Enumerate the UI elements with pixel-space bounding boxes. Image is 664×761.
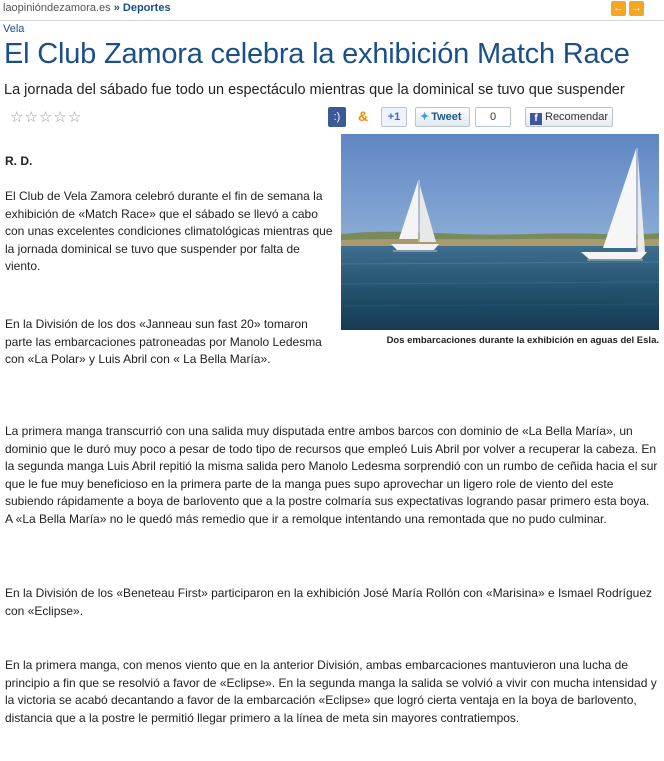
breadcrumb bbox=[3, 2, 171, 14]
tweet-count: 0 bbox=[475, 107, 511, 127]
article-photo bbox=[341, 134, 659, 330]
arrow-left-icon[interactable]: ← bbox=[613, 2, 624, 14]
paragraph: La primera manga transcurrió con una salida muy disputada entre ambos barcos con dominio de «La Bella María», un dominio que le duró muy poco a pesar de todo tipo de recursos que empleó Luis Abril por volver a recuperar la cabeza. En la segunda manga Luis Abril repitió la misma salida pero Manolo Ledesma sorprendió con un rumbo de ceñida hacia el sur que le fue muy beneficioso en la primera parte de la manga pues supo aprovechar un ligero role de viento del este subiendo rápidamente a boya de barlovento que a la postre colmaría sus expectativas logrando pasar primero esta boya. A «La Bella María» no le quedó más remedio que ir a remolque intentando una remontada que no pudo culminar. bbox=[5, 424, 658, 526]
twitter-bird-icon: ✦ bbox=[420, 111, 430, 123]
facebook-recommend-button[interactable] bbox=[525, 107, 613, 127]
article-author: R. D. bbox=[5, 154, 33, 168]
sailboats-photo bbox=[341, 134, 659, 330]
facebook-recommend-label: Recomendar bbox=[545, 111, 608, 123]
breadcrumb-section[interactable]: Deportes bbox=[122, 2, 171, 14]
divider bbox=[0, 20, 664, 21]
star-icon[interactable]: ☆ bbox=[24, 109, 38, 126]
tweet-button[interactable] bbox=[415, 107, 470, 127]
paragraph: En la primera manga, con menos viento que en la anterior División, ambas embarcaciones mantuvieron una lucha de principio a fin que se resolvió a favor de «Eclipse». En la segunda manga la salida se volvió a vivir con mucha intensidad y la victoria se acabó decantando a favor de la embarcación «Eclipse» que logró cierta ventaja en la boya de barlovento, distancia que a la postre le permitió llegar primero a la línea de meta sin mayores contratiempos. bbox=[5, 658, 657, 725]
star-icon[interactable]: ☆ bbox=[38, 109, 53, 126]
rating-stars[interactable] bbox=[10, 108, 82, 127]
paragraph: El Club de Vela Zamora celebró durante el fin de semana la exhibición de «Match Race» que el sábado se llevó a cabo con unas excelentes condiciones climatológicas mientras que la jornada dominical se tuvo que suspender por falta de viento. bbox=[5, 189, 333, 273]
arrow-right-icon[interactable]: → bbox=[631, 2, 642, 14]
paragraph: En la División de los «Beneteau First» participaron en la exhibición José María Rollón con «Marisina» e Ismael Rodríguez con «Eclipse». bbox=[5, 586, 653, 618]
paragraph: En la División de los dos «Janneau sun fast 20» tomaron parte las embarcaciones patroneadas por Manolo Ledesma con «La Polar» y Luis Abril con « La Bella María». bbox=[5, 317, 322, 366]
article-title: El Club Zamora celebra la exhibición Match Race bbox=[4, 38, 630, 70]
facebook-icon: f bbox=[530, 113, 542, 125]
breadcrumb-site[interactable]: laopinióndezamora.es bbox=[3, 2, 111, 14]
share-bit-button[interactable]: & bbox=[355, 107, 371, 125]
meneame-button[interactable]: :) bbox=[328, 107, 346, 127]
top-bar bbox=[0, 0, 664, 18]
article-subtitle: La jornada del sábado fue todo un espectáculo mientras que la dominical se tuvo que suspender bbox=[4, 82, 625, 98]
star-icon[interactable]: ☆ bbox=[53, 109, 67, 126]
star-icon[interactable]: ☆ bbox=[10, 109, 24, 126]
google-plus-one-button[interactable]: +1 bbox=[381, 107, 407, 127]
tweet-label: Tweet bbox=[431, 111, 462, 123]
subsection-link[interactable]: Vela bbox=[3, 23, 25, 35]
image-caption: Dos embarcaciones durante la exhibición en aguas del Esla. bbox=[386, 335, 659, 346]
breadcrumb-separator: » bbox=[113, 2, 120, 14]
star-icon[interactable]: ☆ bbox=[67, 109, 82, 126]
